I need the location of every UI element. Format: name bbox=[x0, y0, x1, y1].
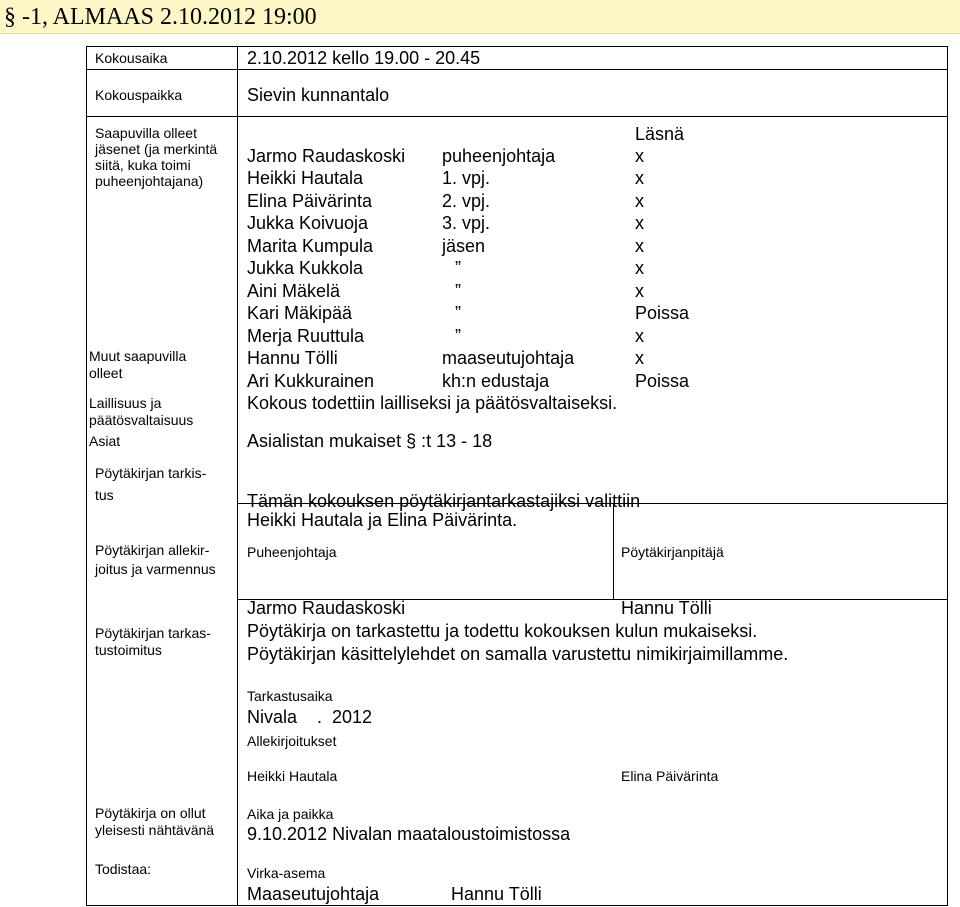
others-label: Muut saapuvilla bbox=[89, 348, 187, 364]
virka-label: Virka-asema bbox=[247, 865, 326, 881]
kokousaika-value: 2.10.2012 kello 19.00 - 20.45 bbox=[247, 48, 481, 68]
members-label: jäsenet (ja merkintä bbox=[95, 141, 218, 157]
allekirjoitus-label: joitus ja varmennus bbox=[95, 561, 216, 577]
member-name: Jukka Kukkola bbox=[247, 258, 364, 278]
member-status: x bbox=[635, 213, 644, 233]
members-label: siitä, kuka toimi bbox=[95, 157, 191, 173]
member-status: x bbox=[635, 258, 644, 278]
column-divider bbox=[237, 47, 238, 905]
members-label: puheenjohtajana) bbox=[95, 173, 204, 189]
tarkistus-label: Pöytäkirjan tarkis- bbox=[95, 465, 207, 481]
nahtavana-label: Pöytäkirja on ollut bbox=[95, 805, 206, 821]
tarkistus-text: Heikki Hautala ja Elina Päivärinta. bbox=[247, 510, 518, 530]
member-role: 3. vpj. bbox=[442, 213, 491, 233]
minutes-table bbox=[86, 46, 948, 906]
others-label: olleet bbox=[89, 365, 123, 381]
member-name: Merja Ruuttula bbox=[247, 326, 365, 346]
signer-right: Elina Päivärinta bbox=[621, 768, 719, 784]
section-banner bbox=[0, 0, 960, 34]
member-role: 2. vpj. bbox=[442, 191, 491, 211]
laillisuus-label: päätösvaltaisuus bbox=[89, 412, 194, 428]
chair-title: Puheenjohtaja bbox=[247, 544, 337, 560]
tarkastus-label: tustoimitus bbox=[95, 642, 162, 658]
member-name: Elina Päivärinta bbox=[247, 191, 373, 211]
signature-divider bbox=[613, 503, 614, 599]
member-name: Jukka Koivuoja bbox=[247, 213, 369, 233]
kokousaika-label: Kokousaika bbox=[95, 50, 168, 66]
todistaa-label: Todistaa: bbox=[95, 861, 152, 877]
member-name: Jarmo Raudaskoski bbox=[247, 146, 406, 166]
tarkastus-text: Pöytäkirjan käsittelylehdet on samalla varustettu nimikirjaimillamme. bbox=[247, 644, 789, 664]
secretary-name: Hannu Tölli bbox=[621, 598, 712, 618]
other-status: Poissa bbox=[635, 371, 690, 391]
tarkistus-text: Tämän kokouksen pöytäkirjantarkastajiksi valittiin bbox=[247, 491, 641, 511]
member-name: Heikki Hautala bbox=[247, 168, 364, 188]
tarkastus-text: Pöytäkirja on tarkastettu ja todettu kokouksen kulun mukaiseksi. bbox=[247, 621, 758, 641]
presence-header: Läsnä bbox=[635, 124, 685, 144]
row-divider bbox=[87, 116, 947, 117]
member-name: Marita Kumpula bbox=[247, 236, 374, 256]
laillisuus-value: Kokous todettiin lailliseksi ja päätösvaltaiseksi. bbox=[247, 393, 618, 413]
member-status: x bbox=[635, 281, 644, 301]
tarkastus-label: Pöytäkirjan tarkas- bbox=[95, 625, 211, 641]
other-role: kh:n edustaja bbox=[442, 371, 550, 391]
member-name: Aini Mäkelä bbox=[247, 281, 341, 301]
aika-label: Aika ja paikka bbox=[247, 806, 334, 822]
member-role: jäsen bbox=[442, 236, 486, 256]
member-role: ” bbox=[455, 258, 461, 278]
kokouspaikka-label: Kokouspaikka bbox=[95, 87, 183, 103]
signer-left: Heikki Hautala bbox=[247, 768, 338, 784]
member-status: x bbox=[635, 168, 644, 188]
tarkastusaika-value: Nivala . 2012 bbox=[247, 707, 373, 727]
allekirjoitukset-label: Allekirjoitukset bbox=[247, 733, 337, 749]
member-status: x bbox=[635, 236, 644, 256]
virka-name: Hannu Tölli bbox=[451, 884, 542, 904]
kokouspaikka-value: Sievin kunnantalo bbox=[247, 85, 390, 105]
member-status: Poissa bbox=[635, 303, 690, 323]
secretary-title: Pöytäkirjanpitäjä bbox=[621, 544, 724, 560]
section-title: § -1, ALMAAS 2.10.2012 19:00 bbox=[4, 4, 317, 30]
chair-name: Jarmo Raudaskoski bbox=[247, 598, 406, 618]
member-status: x bbox=[635, 146, 644, 166]
tarkistus-label: tus bbox=[95, 487, 114, 503]
row-divider bbox=[87, 69, 947, 70]
tarkastusaika-label: Tarkastusaika bbox=[247, 688, 333, 704]
member-name: Kari Mäkipää bbox=[247, 303, 353, 323]
member-role: ” bbox=[455, 303, 461, 323]
laillisuus-label: Laillisuus ja bbox=[89, 395, 162, 411]
nahtavana-label: yleisesti nähtävänä bbox=[95, 822, 215, 838]
members-label: Saapuvilla olleet bbox=[95, 125, 197, 141]
asiat-value: Asialistan mukaiset § :t 13 - 18 bbox=[247, 431, 493, 451]
aika-value: 9.10.2012 Nivalan maataloustoimistossa bbox=[247, 824, 571, 844]
member-role: puheenjohtaja bbox=[442, 146, 556, 166]
allekirjoitus-label: Pöytäkirjan allekir- bbox=[95, 542, 210, 558]
other-role: maaseutujohtaja bbox=[442, 348, 575, 368]
other-name: Hannu Tölli bbox=[247, 348, 338, 368]
member-role: 1. vpj. bbox=[442, 168, 491, 188]
member-status: x bbox=[635, 326, 644, 346]
other-name: Ari Kukkurainen bbox=[247, 371, 375, 391]
asiat-label: Asiat bbox=[89, 433, 121, 449]
virka-value: Maaseutujohtaja bbox=[247, 884, 380, 904]
other-status: x bbox=[635, 348, 644, 368]
member-status: x bbox=[635, 191, 644, 211]
member-role: ” bbox=[455, 281, 461, 301]
member-role: ” bbox=[455, 326, 461, 346]
